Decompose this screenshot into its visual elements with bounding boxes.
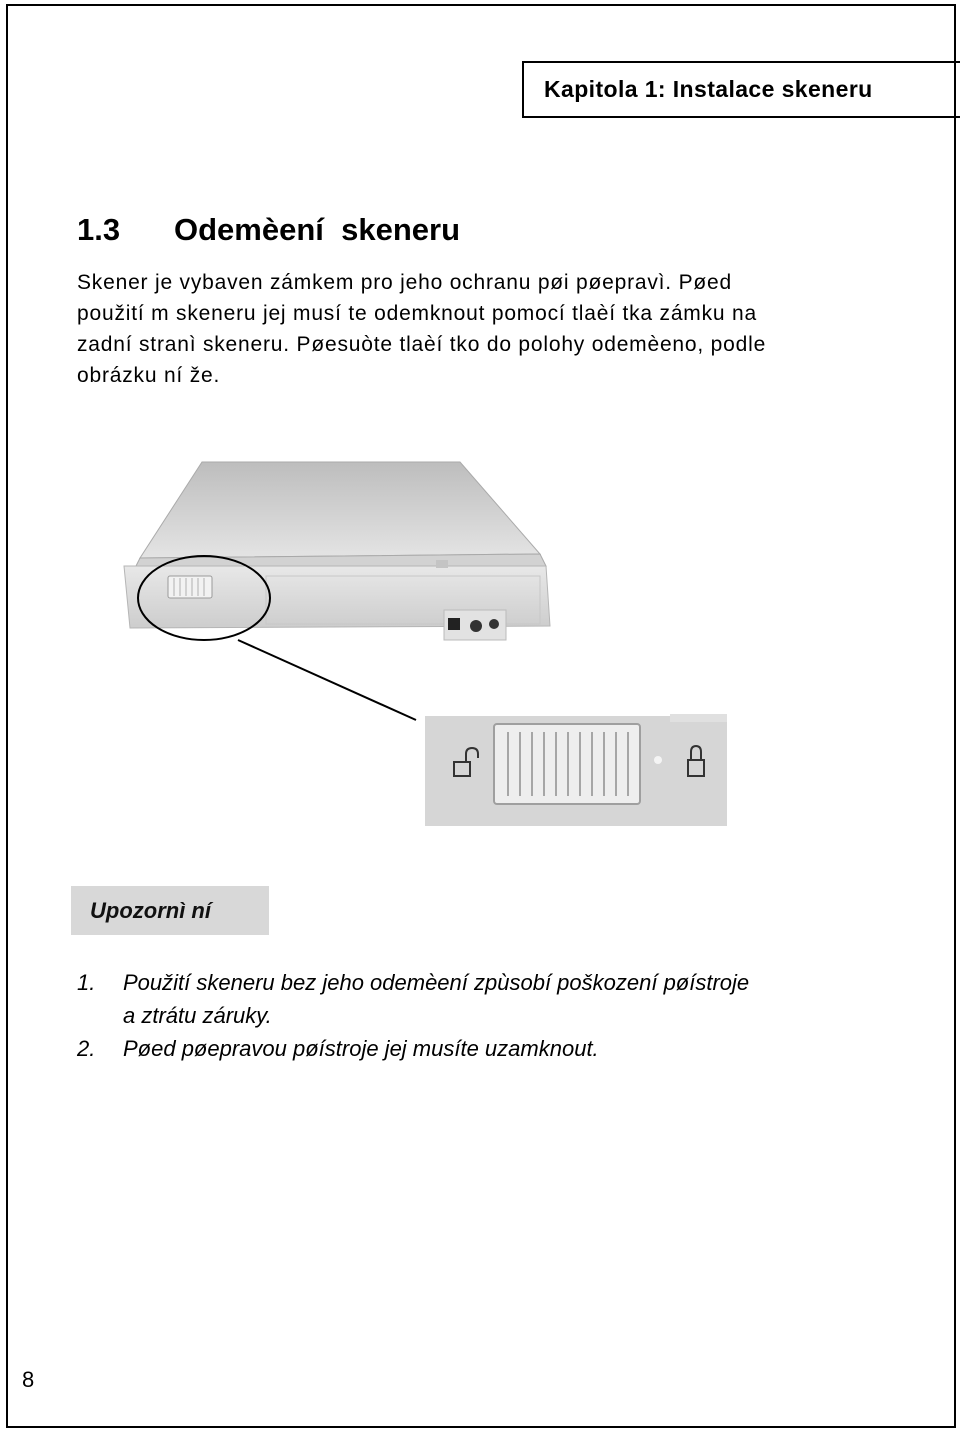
paragraph-line: Skener je vybaven zámkem pro jeho ochranu pøi pøepravì. Pøed	[77, 271, 732, 294]
warning-list	[77, 966, 937, 1065]
lock-switch-detail	[425, 714, 727, 826]
item-number: 2.	[77, 1036, 96, 1061]
scanner-lock-figure	[110, 458, 750, 838]
item-number: 1.	[77, 970, 96, 995]
section-title: Odemèení skeneru	[174, 212, 461, 247]
chapter-title: Kapitola 1: Instalace skeneru	[544, 76, 873, 102]
paragraph-line: zadní stranì skeneru. Pøesuòte tlaèí tko do polohy odemèeno, podle	[77, 333, 767, 356]
warning-heading: Upozornì ní	[90, 897, 211, 923]
section-heading	[77, 212, 460, 248]
paragraph-line: použití m skeneru jej musí te odemknout pomocí tlaèí tka zámku na	[77, 302, 757, 325]
list-item	[77, 1032, 937, 1065]
chapter-header	[522, 61, 960, 118]
item-text: Použití skeneru bez jeho odemèení zpùsobí poškození pøístroje	[123, 970, 750, 995]
section-number: 1.3	[77, 212, 121, 247]
callout-line	[238, 640, 416, 720]
list-item	[77, 966, 937, 999]
warning-heading-box	[71, 886, 269, 935]
scanner-illustration	[110, 458, 750, 838]
item-text: a ztrátu záruky.	[123, 1003, 272, 1028]
item-text: Pøed pøepravou pøístroje jej musíte uzamknout.	[123, 1036, 599, 1061]
list-item-continuation	[77, 999, 937, 1032]
paragraph-line: obrázku ní že.	[77, 364, 221, 387]
page-number: 8	[22, 1367, 35, 1392]
instruction-paragraph	[77, 267, 937, 391]
scanner-body	[124, 462, 550, 640]
